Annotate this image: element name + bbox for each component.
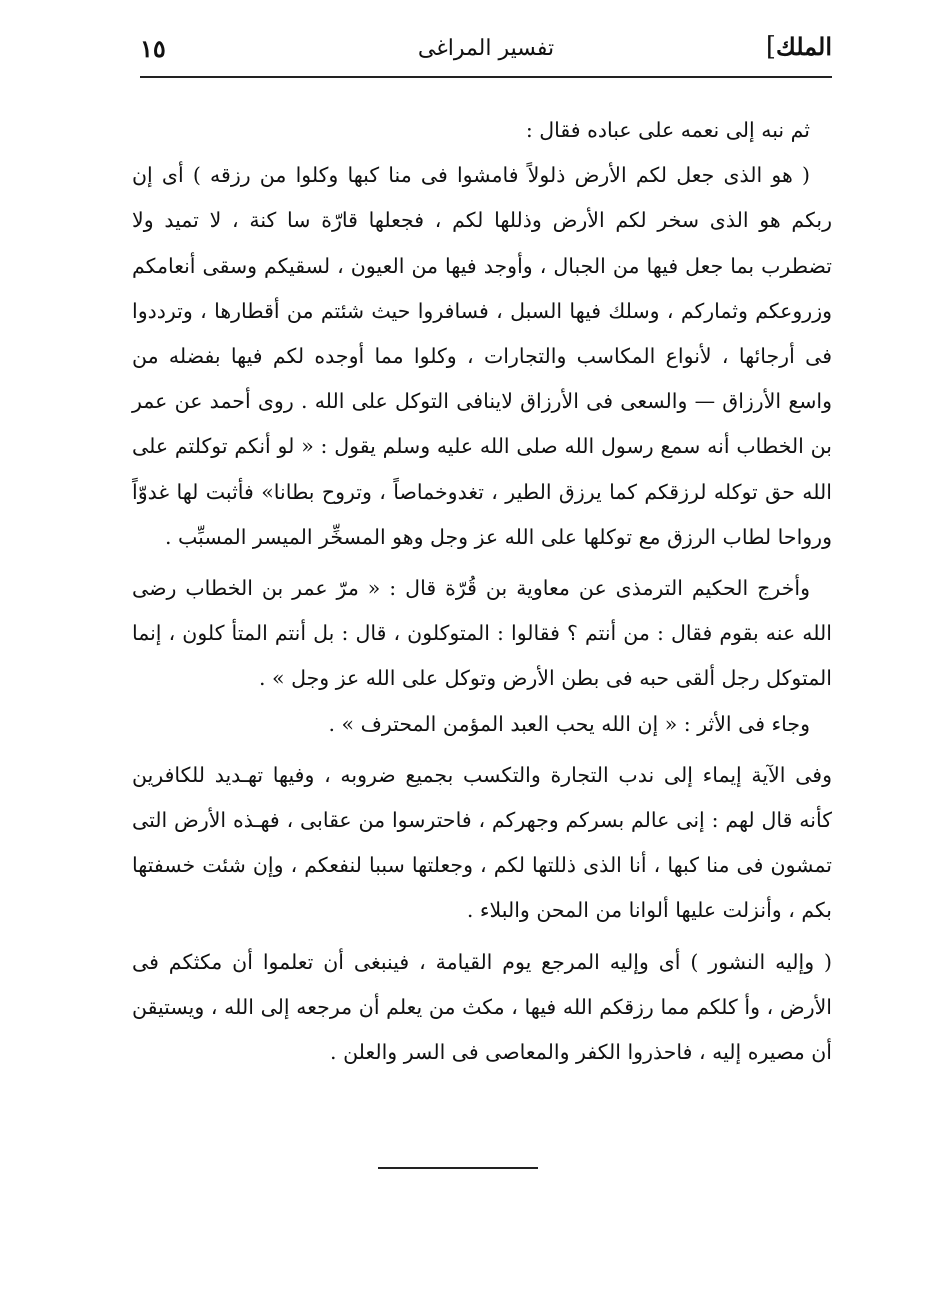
header-bracket: ] bbox=[765, 32, 776, 62]
body-text bbox=[132, 108, 832, 1075]
paragraph-verse-commentary: ( هو الذى جعل لكم الأرض ذلولاً فامشوا فى منا كبها وكلوا من رزقه ) أى إن ربكم هو الذى سخر لكم الأرض وذللها لكم ، فجعلها قارّة سا كنة ، لا تميد ولا تضطرب بما جعل فيها من الجبال ، وأوجد فيها من العيون ، لسقيكم وسقى أنعامكم وزروعكم وثماركم ، وسلك فيها السبل ، فسافروا حيث شئتم من أقطارها ، وترددوا فى أرجائها ، لأنواع المكاسب والتجارات ، وكلوا مما أوجده لكم فيها بفضله من واسع الأرزاق — والسعى فى الأرزاق لاينافى التوكل على الله . روى أحمد عن عمر بن الخطاب أنه سمع رسول الله صلى الله عليه وسلم يقول : « لو أنكم توكلتم على الله حق توكله لرزقكم كما يرزق الطير ، تغدوخماصاً ، وتروح بطانا» فأثبت لها غدوّاً ورواحا لطاب الرزق مع توكلها على الله عز وجل وهو المسخِّر الميسر المسبِّب . bbox=[132, 163, 832, 549]
page-header bbox=[140, 28, 832, 78]
page-number: ١٥ bbox=[140, 34, 166, 63]
paragraph-nushur: ( وإليه النشور ) أى وإليه المرجع يوم القيامة ، فينبغى أن تعلموا أن مكثكم فى الأرض ، وأ كلكم مما رزقكم الله فيها ، مكث من يعلم أن مرجعه إلى الله ، ويستيقن أن مصيره إليه ، فاحذروا الكفر والمعاصى فى السر والعلن . bbox=[132, 949, 832, 1065]
header-divider bbox=[140, 76, 832, 78]
paragraph-hakim-narration: وأخرج الحكيم الترمذى عن معاوية بن قُرّة قال : « مرّ عمر بن الخطاب رضى الله عنه بقوم فقال : من أنتم ؟ فقالوا : المتوكلون ، قال : بل أنتم المتأ كلون ، إنما المتوكل رجل ألقى حبه فى بطن الأرض وتوكل على الله عز وجل » . bbox=[132, 576, 832, 691]
surah-name: الملك] bbox=[765, 32, 832, 62]
paragraph-intro: ثم نبه إلى نعمه على عباده فقال : bbox=[525, 118, 810, 142]
book-title: تفسير المراغى bbox=[417, 36, 555, 61]
section-end-divider bbox=[378, 1167, 538, 1169]
paragraph-athar: وجاء فى الأثر : « إن الله يحب العبد المؤمن المحترف » . bbox=[328, 711, 810, 736]
paragraph-verse-indication: وفى الآية إيماء إلى ندب التجارة والتكسب بجميع ضروبه ، وفيها تهـديد للكافرين كأنه قال لهم : إنى عالم بسركم وجهركم ، فاحترسوا من عقابى ، فهـذه الأرض التى تمشون فى منا كبها ، أنا الذى ذللتها لكم ، وجعلتها سببا لنفعكم ، وإن شئت خسفتها بكم ، وأنزلت عليها ألوانا من المحن والبلاء . bbox=[132, 762, 832, 923]
